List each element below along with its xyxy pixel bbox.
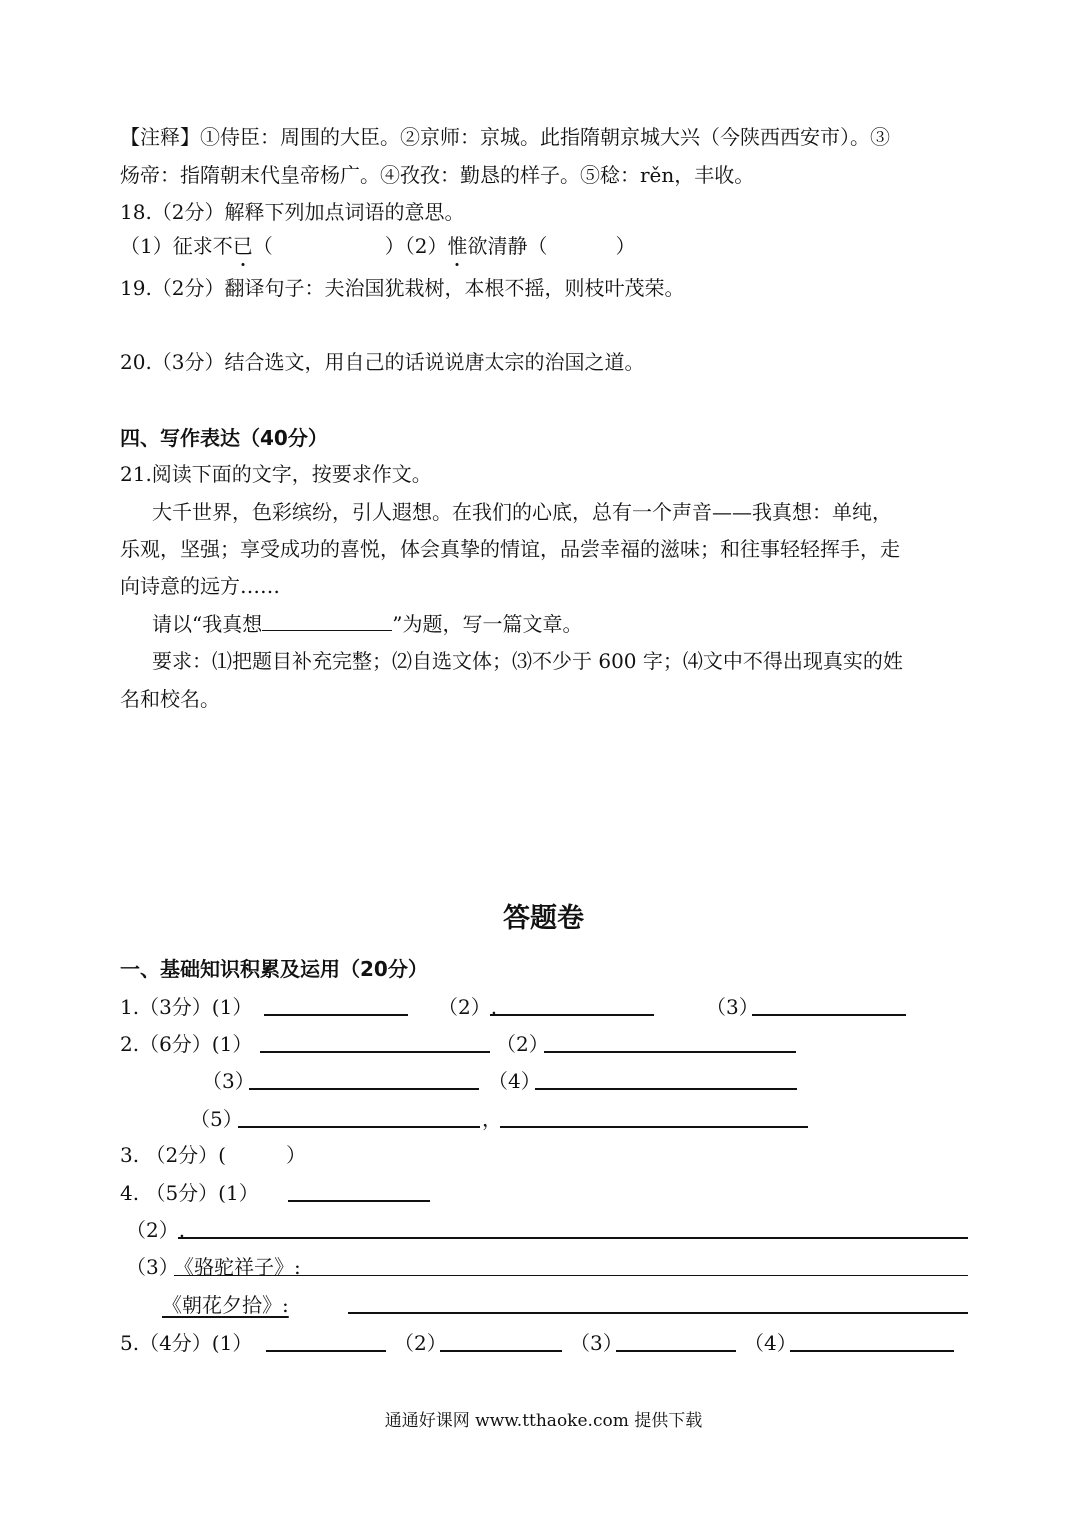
q21-title-pre: 请以“我真想 — [152, 612, 263, 636]
q18-p1-dot-char: 已 — [232, 234, 253, 258]
a1-blank-3[interactable] — [752, 996, 906, 1016]
q18-stem: 18.（2分）解释下列加点词语的意思。 — [120, 200, 465, 224]
q18-p1-pre: （1）征求不 — [120, 234, 233, 258]
q21-para-2: 乐观，坚强；享受成功的喜悦，体会真挚的情谊，品尝幸福的滋味；和往事轻轻挥手，走 — [120, 537, 900, 561]
a4-part-2-label: （2）. — [126, 1218, 186, 1242]
a5-part-2-label: （2） — [394, 1331, 447, 1355]
q18-p2-pre: ）（2） — [384, 234, 448, 258]
a4-label: 4. （5分）(1） — [120, 1181, 259, 1205]
q21-title-blank[interactable] — [262, 612, 392, 631]
a4-blank-book-2[interactable] — [348, 1294, 968, 1314]
answer-sheet-title: 答题卷 — [503, 903, 584, 934]
a2-label: 2.（6分）(1） — [120, 1032, 253, 1056]
q18-p2-post: 欲清静（ — [467, 234, 548, 258]
q21-para-3: 向诗意的远方…… — [120, 574, 280, 598]
a4-blank-2[interactable] — [178, 1219, 968, 1239]
a5-part-3-label: （3） — [570, 1331, 623, 1355]
a3-end: ） — [285, 1143, 306, 1167]
a3-label — [120, 1142, 306, 1168]
a2-part-5-label: （5） — [190, 1107, 243, 1131]
a1-label: 1.（3分）(1） — [120, 995, 253, 1019]
q18-p2-dot-char: 惟 — [447, 234, 468, 258]
a2-blank-1[interactable] — [260, 1033, 490, 1053]
q18-p1-post: （ — [252, 234, 273, 258]
q19: 19.（2分）翻译句子：夫治国犹栽树，本根不摇，则枝叶茂荣。 — [120, 276, 685, 300]
a4-book-1: 《骆驼祥子》: — [174, 1255, 301, 1279]
section-4-heading: 四、写作表达（40分） — [120, 426, 328, 450]
q21-title-post: ”为题，写一篇文章。 — [392, 612, 583, 636]
a4-part-3-label: （3） — [126, 1255, 179, 1279]
notes-line-2: 炀帝：指隋朝末代皇帝杨广。④孜孜：勤恳的样子。⑤稔：rěn，丰收。 — [120, 163, 755, 187]
a2-comma: ， — [482, 1107, 502, 1131]
notes-line-1: 【注释】①侍臣：周围的大臣。②京师：京城。此指隋朝京城大兴（今陕西西安市）。③ — [120, 125, 890, 149]
q21-requirement-1: 要求：⑴把题目补充完整；⑵自选文体；⑶不少于 600 字；⑷文中不得出现真实的姓 — [152, 649, 903, 673]
answer-section-1-heading: 一、基础知识积累及运用（20分） — [120, 957, 428, 981]
q21-stem: 21.阅读下面的文字，按要求作文。 — [120, 462, 432, 486]
a5-blank-1[interactable] — [266, 1332, 386, 1352]
a1-part-3-label: （3） — [706, 995, 759, 1019]
a2-blank-5b[interactable] — [500, 1108, 808, 1128]
q21-requirement-2: 名和校名。 — [120, 687, 220, 711]
q18-parts — [120, 233, 635, 259]
a4-blank-book-1[interactable] — [174, 1257, 968, 1276]
a5-blank-2[interactable] — [440, 1332, 562, 1352]
a2-part-3-label: （3） — [202, 1069, 255, 1093]
a1-blank-2[interactable] — [490, 996, 654, 1016]
q21-para-1: 大千世界，色彩缤纷，引人遐想。在我们的心底，总有一个声音——我真想：单纯， — [152, 500, 892, 524]
a2-blank-5a[interactable] — [238, 1108, 480, 1128]
a1-part-2-label: （2）. — [438, 995, 498, 1019]
a2-part-2-label: （2） — [496, 1032, 549, 1056]
a2-part-4-label: （4） — [488, 1069, 541, 1093]
a4-book-2: 《朝花夕拾》: — [162, 1293, 289, 1317]
a2-blank-4[interactable] — [535, 1070, 797, 1090]
a5-part-4-label: （4） — [744, 1331, 797, 1355]
q21-title-line — [152, 611, 582, 637]
a1-blank-1[interactable] — [264, 996, 408, 1016]
a4-blank-1[interactable] — [288, 1182, 430, 1202]
a5-label: 5.（4分）(1） — [120, 1331, 253, 1355]
q20: 20.（3分）结合选文，用自己的话说说唐太宗的治国之道。 — [120, 350, 645, 374]
a2-blank-2[interactable] — [544, 1033, 796, 1053]
page-footer: 通通好课网 www.tthaoke.com 提供下载 — [384, 1411, 703, 1431]
a5-blank-3[interactable] — [616, 1332, 736, 1352]
a2-blank-3[interactable] — [249, 1070, 479, 1090]
q18-end: ） — [615, 234, 636, 258]
a3-label-text: 3. （2分）( — [120, 1143, 226, 1167]
a5-blank-4[interactable] — [790, 1332, 954, 1352]
